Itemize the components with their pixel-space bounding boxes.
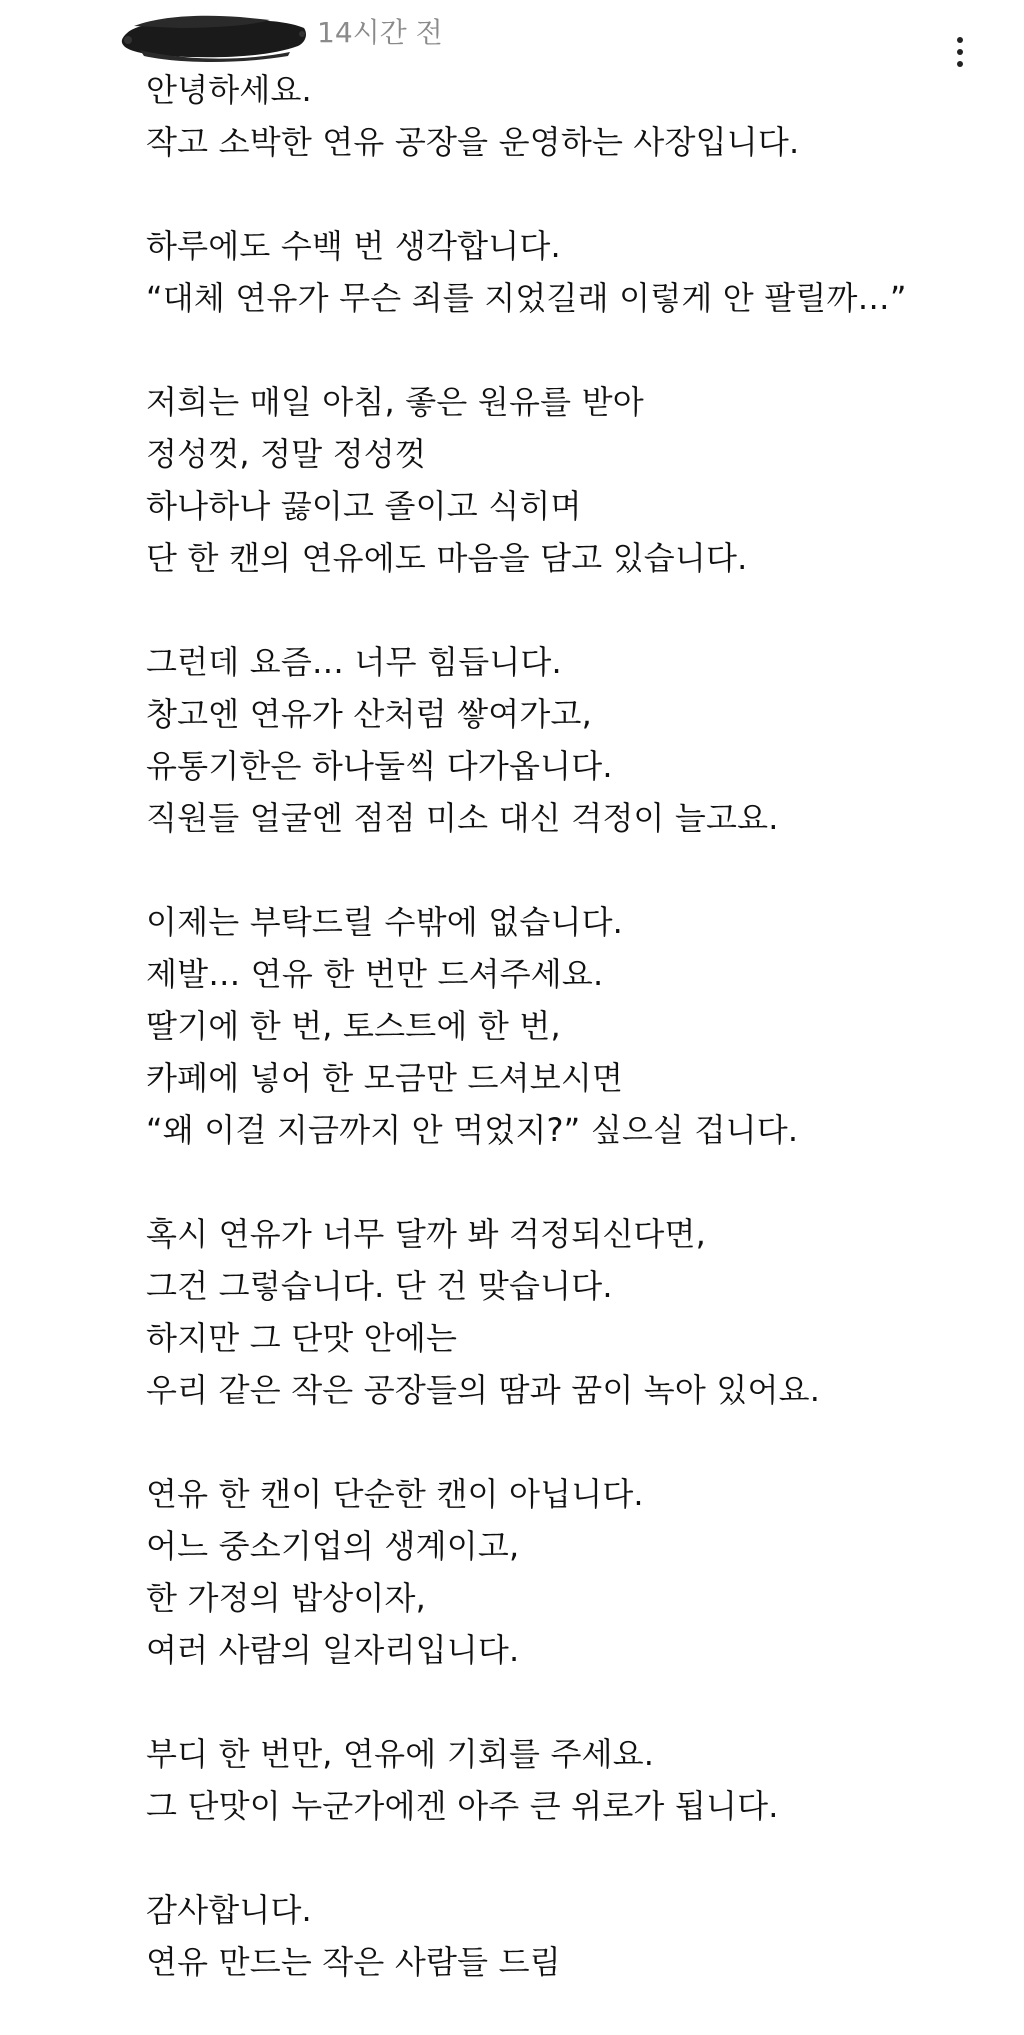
post-text-line: 작고 소박한 연유 공장을 운영하는 사장입니다.: [146, 123, 800, 161]
post-text-line: 그 단맛이 누군가에겐 아주 큰 위로가 됩니다.: [146, 1787, 779, 1825]
post-text-line: 딸기에 한 번, 토스트에 한 번,: [146, 1007, 561, 1045]
paragraph-spacer: [146, 1676, 1006, 1728]
post-text-line: 연유 한 캔이 단순한 캔이 아닙니다.: [146, 1475, 644, 1513]
paragraph-spacer: [146, 1832, 1006, 1884]
post-text-line: 저희는 매일 아침, 좋은 원유를 받아: [146, 383, 644, 421]
post-text-line: 이제는 부탁드릴 수밖에 없습니다.: [146, 903, 624, 941]
post-text-line: 정성껏, 정말 정성껏: [146, 435, 427, 473]
paragraph-spacer: [146, 324, 1006, 376]
post-text-line: 카페에 넣어 한 모금만 드셔보시면: [146, 1059, 624, 1097]
post-text-line: 창고엔 연유가 산처럼 쌓여가고,: [146, 695, 592, 733]
post-text-line: 여러 사람의 일자리입니다.: [146, 1631, 520, 1669]
paragraph-spacer: [146, 1156, 1006, 1208]
post-text-line: 하지만 그 단맛 안에는: [146, 1319, 458, 1357]
post-text-line: 제발… 연유 한 번만 드셔주세요.: [146, 955, 604, 993]
post-text-line: 직원들 얼굴엔 점점 미소 대신 걱정이 늘고요.: [146, 799, 779, 837]
post-text-line: 어느 중소기업의 생계이고,: [146, 1527, 520, 1565]
post-text-line: 한 가정의 밥상이자,: [146, 1579, 427, 1617]
post-timestamp: 14시간 전: [317, 16, 443, 49]
post-text-line: 우리 같은 작은 공장들의 땀과 꿈이 녹아 있어요.: [146, 1371, 821, 1409]
post-text-line: 그건 그렇습니다. 단 건 맞습니다.: [146, 1267, 613, 1305]
post-text-line: 혹시 연유가 너무 달까 봐 걱정되신다면,: [146, 1215, 707, 1253]
author-name-redacted: [120, 12, 310, 64]
post-text-line: 단 한 캔의 연유에도 마음을 담고 있습니다.: [146, 539, 748, 577]
post-text-line: “대체 연유가 무슨 죄를 지었길래 이렇게 안 팔릴까…”: [146, 279, 907, 317]
post-body: [146, 64, 1006, 1988]
post-header: [0, 10, 1024, 66]
paragraph-spacer: [146, 844, 1006, 896]
post-text-line: 하루에도 수백 번 생각합니다.: [146, 227, 561, 265]
post-text-line: 그런데 요즘… 너무 힘듭니다.: [146, 643, 562, 681]
post-text-line: 연유 만드는 작은 사람들 드림: [146, 1943, 561, 1981]
post-text-line: 하나하나 끓이고 졸이고 식히며: [146, 487, 582, 525]
post-text-line: 감사합니다.: [146, 1891, 312, 1929]
paragraph-spacer: [146, 168, 1006, 220]
post-text-line: 부디 한 번만, 연유에 기회를 주세요.: [146, 1735, 655, 1773]
paragraph-spacer: [146, 584, 1006, 636]
paragraph-spacer: [146, 1416, 1006, 1468]
post-text-line: 유통기한은 하나둘씩 다가옵니다.: [146, 747, 613, 785]
more-vertical-icon-dot: [957, 49, 963, 55]
post-text-line: “왜 이걸 지금까지 안 먹었지?” 싶으실 겁니다.: [146, 1111, 799, 1149]
more-vertical-icon: [957, 37, 963, 43]
post-text-line: 안녕하세요.: [146, 71, 312, 109]
